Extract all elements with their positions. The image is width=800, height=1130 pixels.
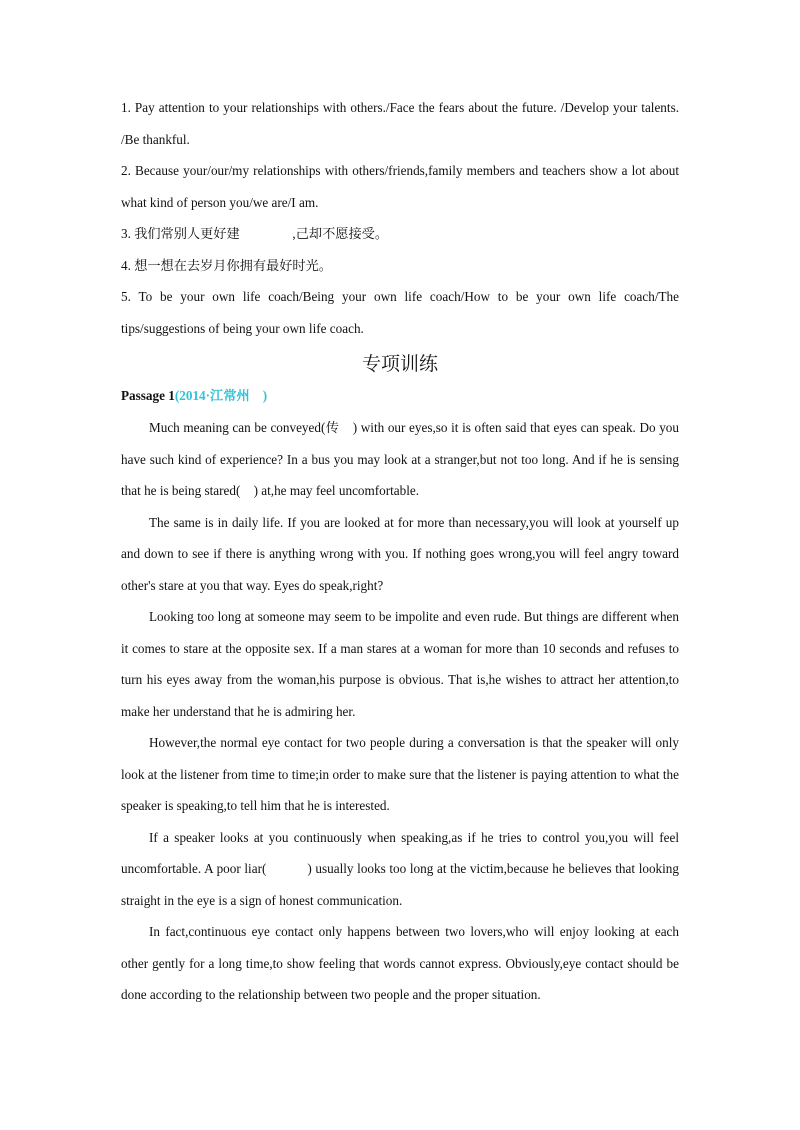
- answer-list: [121, 92, 679, 344]
- passage-label: Passage 1: [121, 388, 175, 403]
- passage-heading: [121, 384, 679, 408]
- section-title: 专项训练: [361, 353, 438, 375]
- answer-item-1: 1. Pay attention to your relationships with others./Face the fears about the future. /Develop your talents. /Be thankful.: [121, 100, 679, 147]
- answer-item-4: 4. 想一想在去岁月你拥有最好时光。: [121, 257, 332, 273]
- passage-paragraph-4: However,the normal eye contact for two people during a conversation is that the speaker will only look at the listener from time to time;in order to make sure that the listener is paying attention to what the speaker is speaking,to tell him that he is interested.: [121, 735, 679, 813]
- passage-paragraph-3: Looking too long at someone may seem to be impolite and even rude. But things are different when it comes to stare at the opposite sex. If a man stares at a woman for more than 10 seconds and refuses to turn his eyes away from the woman,his purpose is obvious. That is,he wishes to attract her attention,to make her understand that he is admiring her.: [121, 609, 679, 719]
- passage-body: [121, 412, 679, 1011]
- answer-item-2: 2. Because your/our/my relationships with others/friends,family members and teachers show a lot about what kind of person you/we are/I am.: [121, 163, 679, 210]
- passage-source: (2014·江常州 ): [174, 388, 268, 403]
- answer-item-3: 3. 我们常别人更好建 ,己却不愿接受。: [121, 226, 389, 241]
- passage-paragraph-1: Much meaning can be conveyed(传 ) with our eyes,so it is often said that eyes can speak. Do you have such kind of experience? In a bus you may look at a stranger,but not too long. And if he is sensing that he is being stared( ) at,he may feel uncomfortable.: [121, 420, 679, 498]
- document-page: [121, 92, 679, 1011]
- passage-paragraph-6: In fact,continuous eye contact only happens between two lovers,who will enjoy looking at each other gently for a long time,to show feeling that words cannot express. Obviously,eye contact should be done according to the relationship between two people and the proper situation.: [121, 924, 679, 1002]
- answer-item-5: 5. To be your own life coach/Being your own life coach/How to be your own life coach/The tips/suggestions of being your own life coach.: [121, 289, 679, 336]
- passage-paragraph-2: The same is in daily life. If you are looked at for more than necessary,you will look at yourself up and down to see if there is anything wrong with you. If nothing goes wrong,you will feel angry toward other's stare at you that way. Eyes do speak,right?: [121, 514, 679, 593]
- passage-paragraph-5: If a speaker looks at you continuously when speaking,as if he tries to control you,you will feel uncomfortable. A poor liar( ) usually looks too long at the victim,because he believes that looking straight in the eye is a sign of honest communication.: [121, 829, 679, 908]
